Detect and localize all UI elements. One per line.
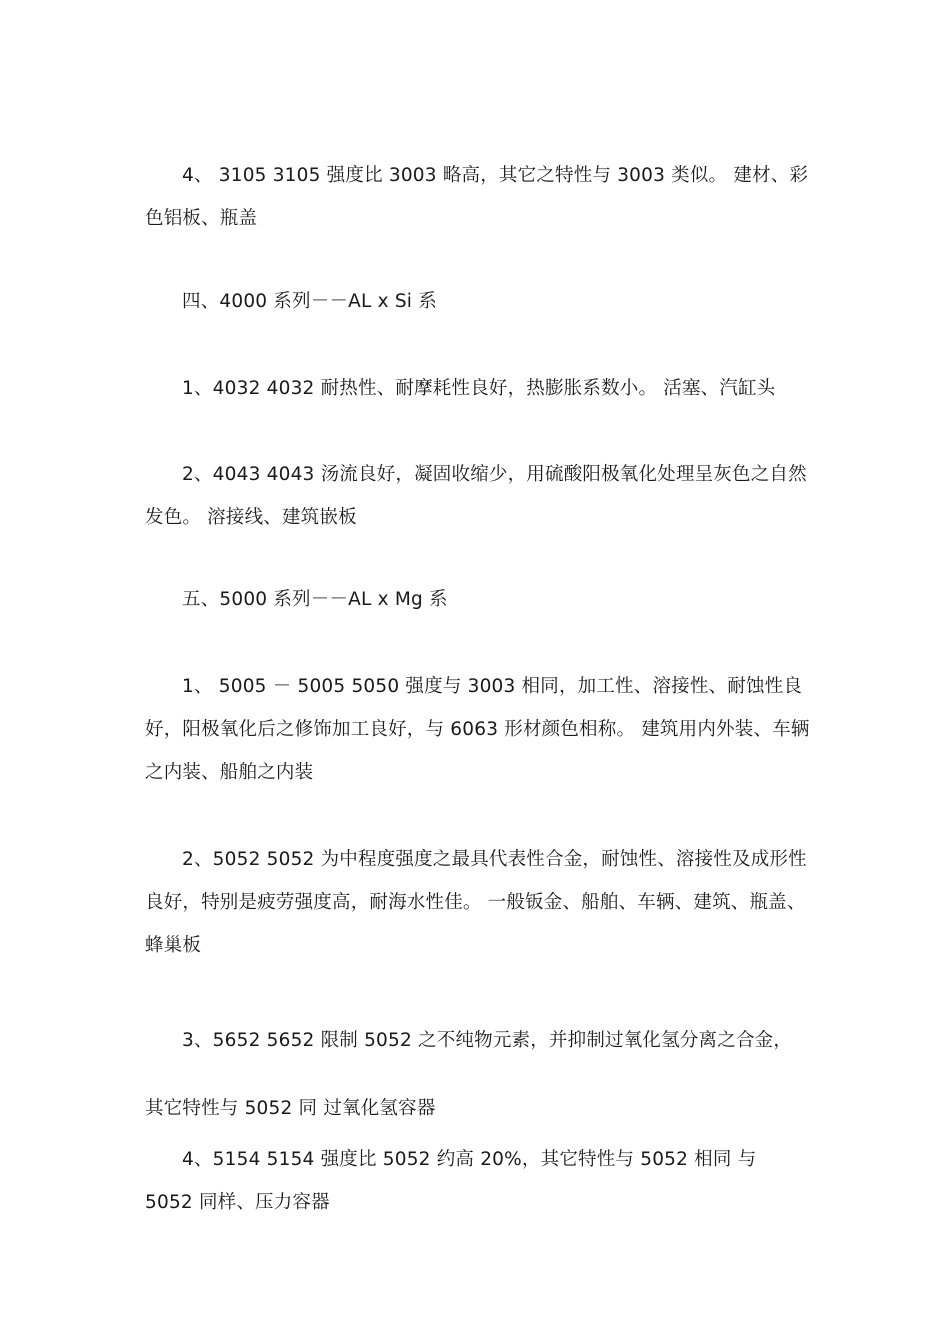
paragraph-5005: 1、 5005 － 5005 5050 强度与 3003 相同，加工性、溶接性、耐蚀性良好，阳极氧化后之修饰加工良好，与 6063 形材颜色相称。 建筑用内外装、车辆之内装、船舶之内装: [145, 676, 810, 783]
section-heading-5000-series: 五、5000 系列－－AL x Mg 系: [182, 589, 448, 610]
paragraph-3105: 4、 3105 3105 强度比 3003 略高，其它之特性与 3003 类似。 建材、彩色铝板、瓶盖: [145, 165, 809, 229]
paragraph-5652: 3、5652 5652 限制 5052 之不纯物元素，并抑制过氧化氢分离之合金，其它特性与 5052 同 过氧化氢容器: [145, 1030, 793, 1119]
paragraph-4032: 1、4032 4032 耐热性、耐摩耗性良好，热膨胀系数小。 活塞、汽缸头: [182, 378, 776, 399]
paragraph-5052: 2、5052 5052 为中程度强度之最具代表性合金，耐蚀性、溶接性及成形性良好，特别是疲劳强度高，耐海水性佳。 一般钣金、船舶、车辆、建筑、瓶盖、蜂巢板: [145, 849, 807, 956]
paragraph-4043: 2、4043 4043 汤流良好，凝固收缩少，用硫酸阳极氧化处理呈灰色之自然发色。 溶接线、建筑嵌板: [145, 464, 807, 528]
paragraph-5154: 4、5154 5154 强度比 5052 约高 20%，其它特性与 5052 相同 与 5052 同样、压力容器: [145, 1149, 757, 1213]
section-heading-4000-series: 四、4000 系列－－AL x Si 系: [182, 291, 437, 312]
